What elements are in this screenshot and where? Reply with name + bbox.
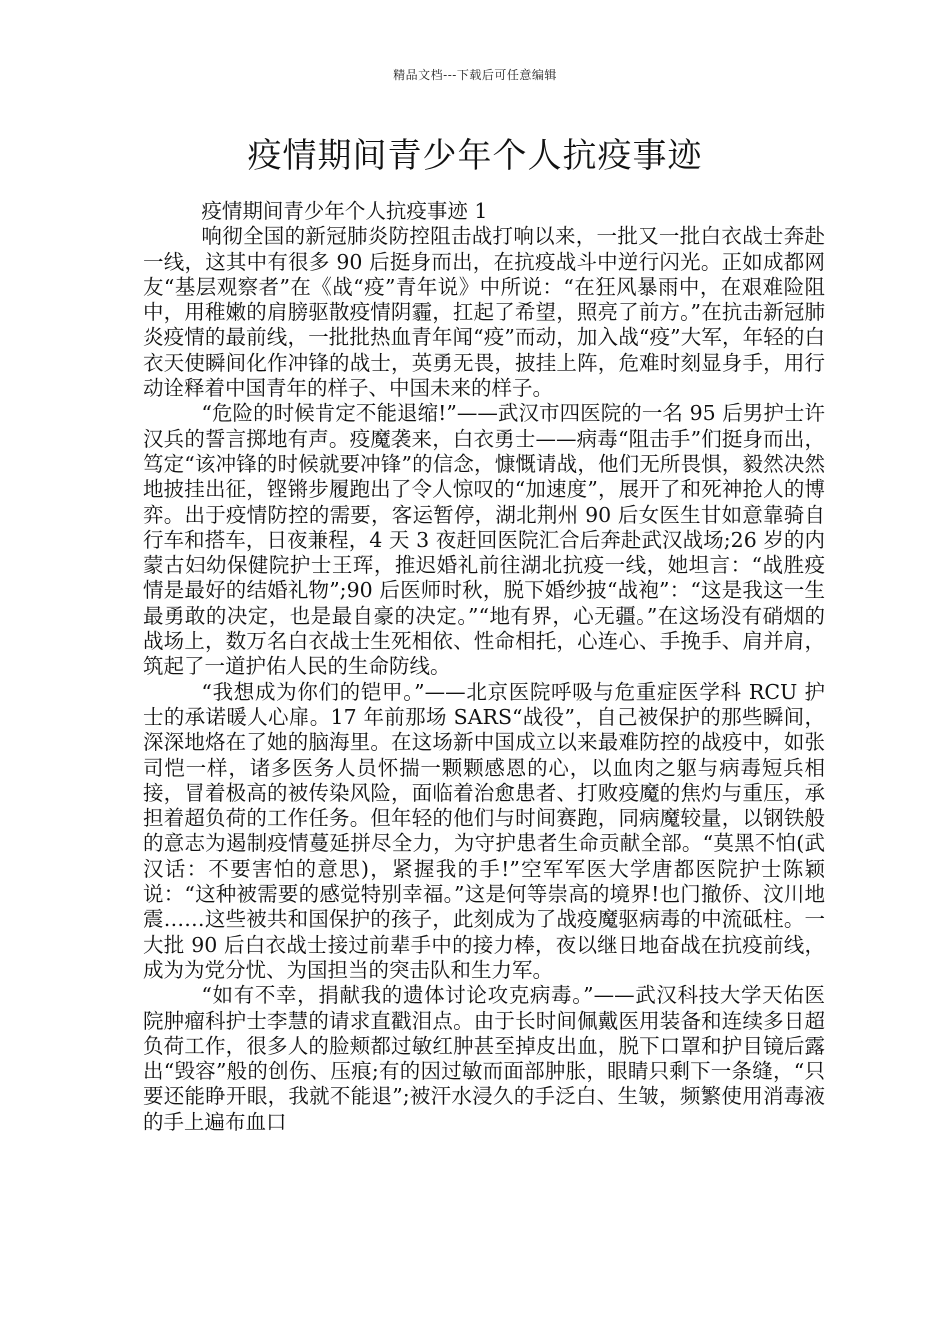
document-body xyxy=(143,199,825,1135)
header-note: 精品文档---下载后可任意编辑 xyxy=(393,68,557,82)
section-subtitle: 疫情期间青少年个人抗疫事迹 1 xyxy=(201,199,488,223)
page-title: 疫情期间青少年个人抗疫事迹 xyxy=(247,136,703,176)
paragraph: “我想成为你们的铠甲。”——北京医院呼吸与危重症医学科 RCU 护士的承诺暖人心扉。17 年前那场 SARS“战役”，自己被保护的那些瞬间，深深地烙在了她的脑海里。在这场新中国成立以来最难防控的战疫中，如张司恺一样，诸多医务人员怀揣一颗颗感恩的心，以血肉之躯与病毒短兵相接，冒着极高的被传染风险，面临着治愈患者、打败疫魔的焦灼与重压，承担着超负荷的工作任务。但年轻的他们与时间赛跑，同病魔较量，以钢铁般的意志为遏制疫情蔓延拼尽全力，为守护患者生命贡献全部。“莫黑不怕(武汉话：不要害怕的意思)，紧握我的手!”空军军医大学唐都医院护士陈颖说：“这种被需要的感觉特别幸福。”这是何等崇高的境界!也门撤侨、汶川地震……这些被共和国保护的孩子，此刻成为了战疫魔驱病毒的中流砥柱。一大批 90 后白衣战士接过前辈手中的接力棒，夜以继日地奋战在抗疫前线，成为为党分忧、为国担当的突击队和生力军。 xyxy=(143,679,825,982)
paragraph: “如有不幸，捐献我的遗体讨论攻克病毒。”——武汉科技大学天佑医院肿瘤科护士李慧的请求直戳泪点。由于长时间佩戴医用装备和连续多日超负荷工作，很多人的脸颊都过敏红肿甚至掉皮出血，脱下口罩和护目镜后露出“毁容”般的创伤、压痕;有的因过敏而面部肿胀，眼睛只剩下一条缝，“只要还能睁开眼，我就不能退”;被汗水浸久的手泛白、生皱，频繁使用消毒液的手上遍布血口 xyxy=(143,983,825,1134)
paragraph: 响彻全国的新冠肺炎防控阻击战打响以来，一批又一批白衣战士奔赴一线，这其中有很多 90 后挺身而出，在抗疫战斗中逆行闪光。正如成都网友“基层观察者”在《战“疫”青年说》中所说：“在狂风暴雨中，在艰难险阻中，用稚嫩的肩膀驱散疫情阴霾，扛起了希望，照亮了前方。”在抗击新冠肺炎疫情的最前线，一批批热血青年闻“疫”而动，加入战“疫”大军，年轻的白衣天使瞬间化作冲锋的战士，英勇无畏，披挂上阵，危难时刻显身手，用行动诠释着中国青年的样子、中国未来的样子。 xyxy=(143,224,825,401)
paragraph: “危险的时候肯定不能退缩!”——武汉市四医院的一名 95 后男护士许汉兵的誓言掷地有声。疫魔袭来，白衣勇士——病毒“阻击手”们挺身而出，笃定“该冲锋的时候就要冲锋”的信念，慷慨请战，他们无所畏惧，毅然决然地披挂出征，铿锵步履跑出了令人惊叹的“加速度”，展开了和死神抢人的博弈。出于疫情防控的需要，客运暂停，湖北荆州 90 后女医生甘如意靠骑自行车和搭车，日夜兼程，4 天 3 夜赶回医院汇合后奔赴武汉战场;26 岁的内蒙古妇幼保健院护士王珲，推迟婚礼前往湖北抗疫一线，她坦言：“战胜疫情是最好的结婚礼物”;90 后医师时秋，脱下婚纱披“战袍”：“这是我这一生最勇敢的决定，也是最自豪的决定。”“地有界，心无疆。”在这场没有硝烟的战场上，数万名白衣战士生死相依、性命相托，心连心、手挽手、肩并肩，筑起了一道护佑人民的生命防线。 xyxy=(143,401,825,679)
